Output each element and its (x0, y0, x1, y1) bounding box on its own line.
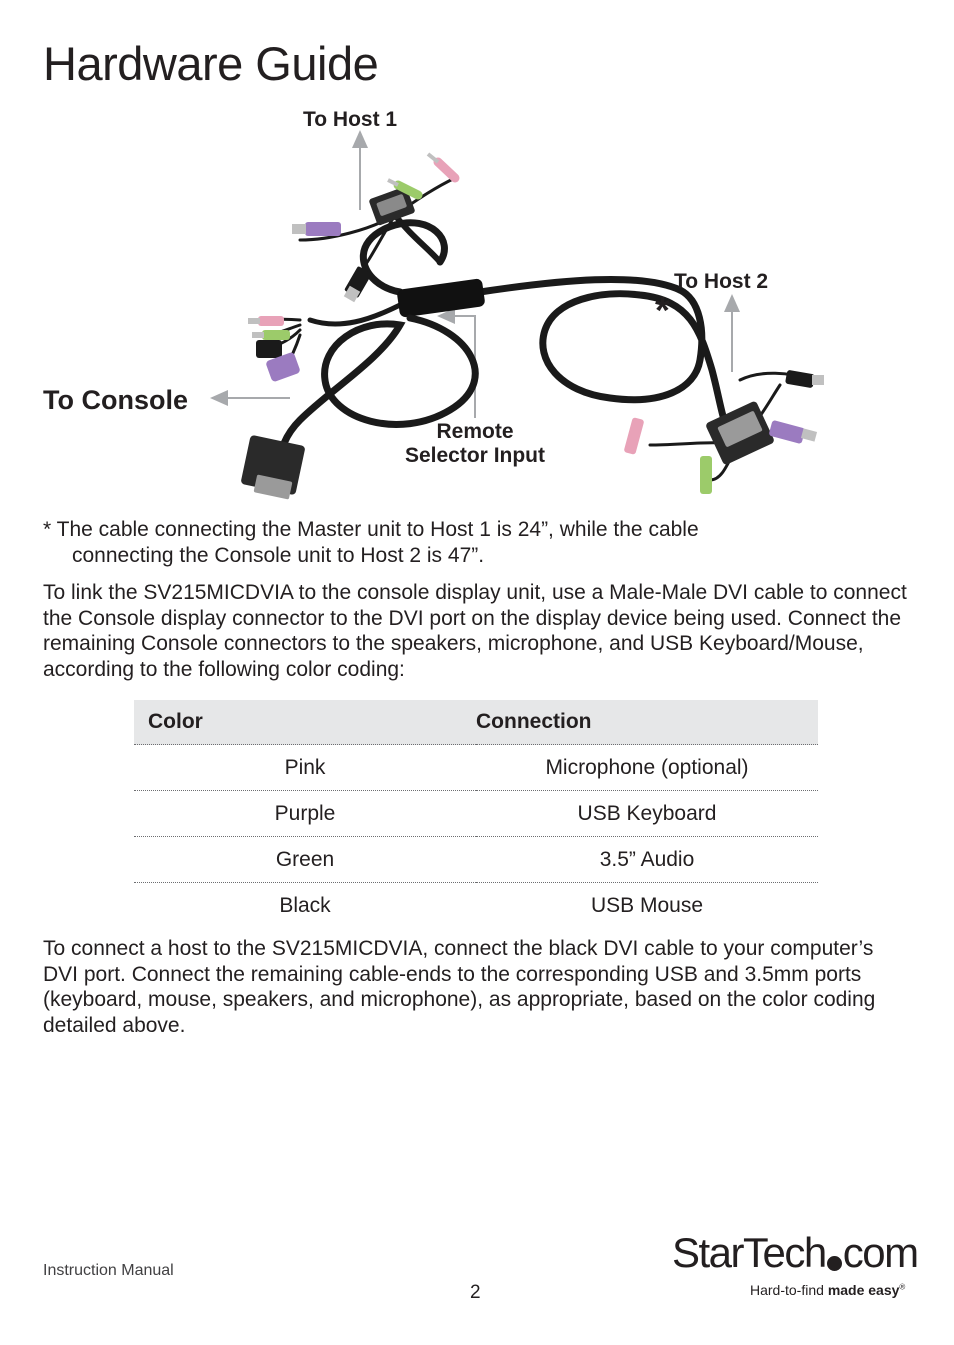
cable-length-note (43, 517, 903, 569)
startech-logo (672, 1230, 918, 1276)
tagline-registered-mark: ® (899, 1282, 906, 1292)
host2-purple-usb (769, 420, 818, 444)
console-black-usb (256, 340, 282, 358)
arrow-remote (437, 308, 475, 418)
table-row (134, 883, 818, 929)
host2-green-plug (700, 456, 712, 494)
arrow-host2 (724, 294, 740, 372)
arrow-console (210, 390, 290, 406)
table-cell-color: Purple (134, 791, 476, 837)
table-cell-connection: USB Keyboard (476, 791, 818, 837)
arrow-host1 (352, 130, 368, 210)
table-cell-color: Black (279, 893, 331, 917)
table-cell-color: Green (134, 837, 476, 883)
note-line2: connecting the Console unit to Host 2 is 47”. (72, 544, 485, 567)
host2-pink-plug (624, 417, 645, 455)
main-cable (310, 279, 680, 324)
console-dvi-connector (240, 435, 305, 500)
tagline-bold: made easy (827, 1282, 900, 1298)
logo-text-part1: StarTech (672, 1229, 826, 1276)
label-to-host-2: To Host 2 (674, 270, 769, 293)
label-remote-selector (396, 420, 554, 468)
tagline-plain: Hard-to-find (750, 1282, 828, 1298)
table-cell-connection: 3.5” Audio (476, 837, 818, 883)
table-cell-connection: Microphone (optional) (476, 745, 818, 791)
page-number: 2 (470, 1282, 481, 1303)
console-green-plug (252, 330, 290, 340)
logo-text-part2: com (842, 1229, 918, 1276)
table-cell-color: Pink (134, 745, 476, 791)
table-cell-connection: USB Mouse (590, 893, 704, 917)
remote-selector-box (396, 278, 485, 318)
page-title: Hardware Guide (43, 37, 379, 90)
table-header-row (134, 700, 818, 745)
header-connection: Connection (476, 700, 818, 745)
host1-pink-plug (428, 154, 455, 178)
header-color: Color (134, 700, 476, 745)
label-to-host-1: To Host 1 (303, 108, 398, 131)
console-instructions-paragraph: To link the SV215MICDVIA to the console display unit, use a Male-Male DVI cable to connect the Console display connector to the DVI port on the display device being used. Connect the remaining Console connectors to the speakers, microphone, and USB Keyboard/Mouse, according to the following color coding: (43, 581, 907, 681)
logo-dot-icon (827, 1256, 842, 1271)
footer-document-type: Instruction Manual (43, 1262, 174, 1279)
console-pink-plug (248, 316, 284, 326)
label-to-console: To Console (43, 385, 188, 415)
host-instructions-paragraph: To connect a host to the SV215MICDVIA, connect the black DVI cable to your computer’s DVI port. Connect the remaining cable-ends to the corresponding USB and 3.5mm ports (keyboard, mouse, speakers, and microphone), as appropriate, based on the color coding detailed above. (43, 937, 876, 1037)
asterisk-marker: * (655, 290, 670, 332)
host2-black-usb (785, 370, 824, 389)
color-coding-table (134, 700, 818, 928)
host1-purple-plug (292, 222, 341, 236)
table-row (134, 837, 818, 883)
host2-cable (543, 290, 812, 480)
label-remote-line1: Remote (436, 420, 514, 443)
label-remote-line2: Selector Input (404, 444, 546, 467)
note-line1: * The cable connecting the Master unit to Host 1 is 24”, while the cable (43, 518, 699, 541)
table-row (134, 745, 818, 791)
logo-tagline (750, 1282, 905, 1298)
table-row (134, 791, 818, 837)
